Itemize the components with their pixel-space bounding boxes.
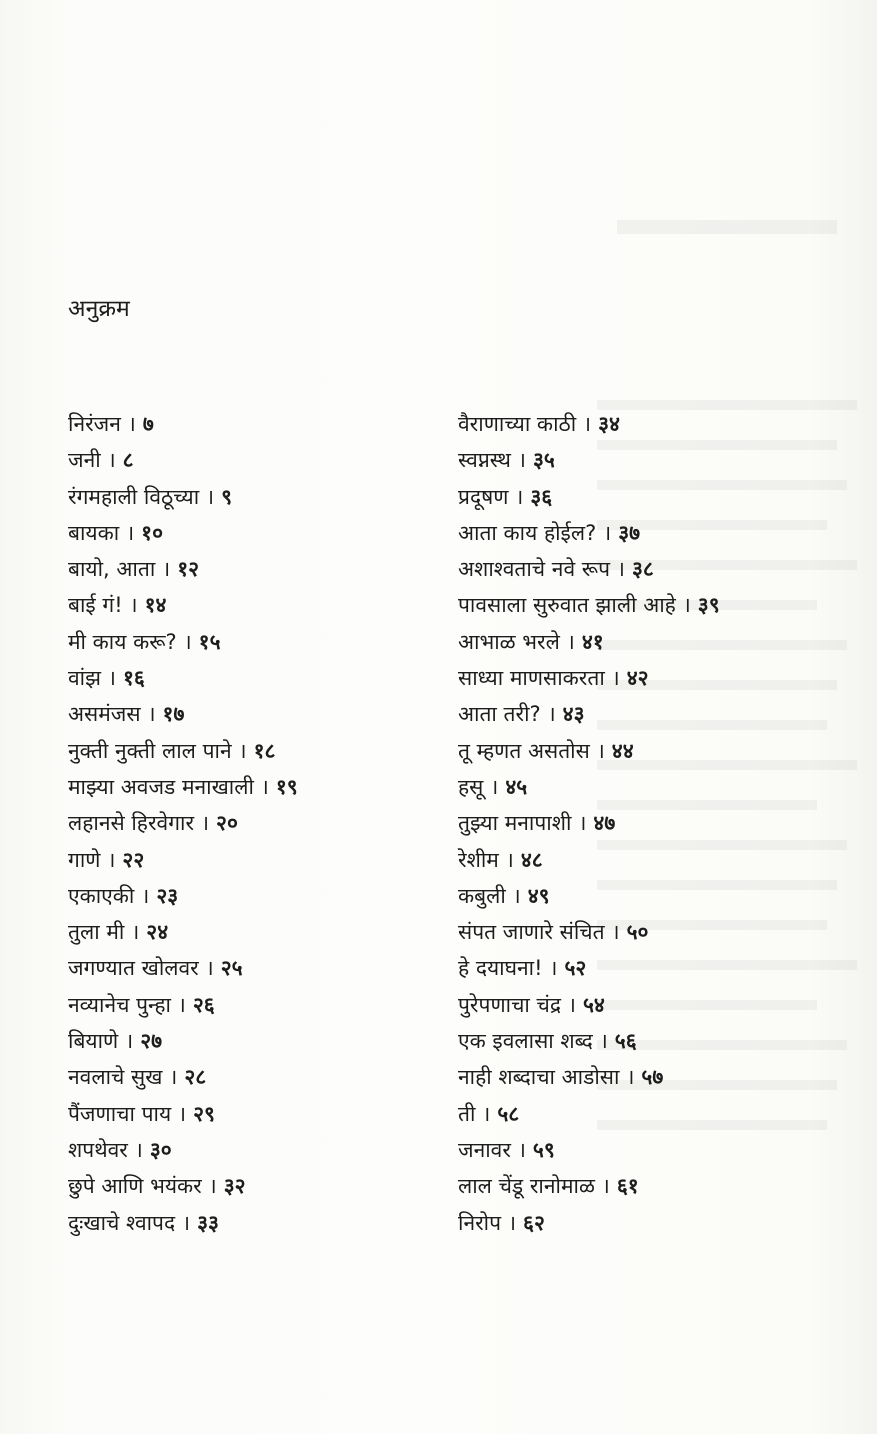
toc-entry-page: ८ xyxy=(122,448,134,473)
toc-entry-page: १७ xyxy=(162,702,185,727)
page-title: अनुक्रम xyxy=(68,296,130,322)
toc-entry xyxy=(68,587,448,623)
toc-entry-page: ४४ xyxy=(611,738,634,763)
toc-separator: । xyxy=(107,847,116,872)
toc-entry-title: स्वप्नस्थ xyxy=(458,448,511,473)
toc-separator: । xyxy=(611,920,620,945)
toc-entry xyxy=(68,1023,448,1059)
toc-entry xyxy=(68,878,448,914)
toc-entry xyxy=(458,733,838,769)
toc-entry-title: दुःखाचे श्वापद xyxy=(68,1210,176,1235)
toc-entry xyxy=(458,515,838,551)
toc-separator: । xyxy=(566,629,575,654)
toc-separator: । xyxy=(182,1210,191,1235)
toc-separator: । xyxy=(603,520,612,545)
toc-entry-title: पावसाला सुरुवात झाली आहे xyxy=(458,593,676,618)
toc-entry-title: तुला मी xyxy=(68,920,125,945)
toc-entry-title: कबुली xyxy=(458,883,506,908)
toc-entry xyxy=(68,1059,448,1095)
toc-entry-title: शपथेवर xyxy=(68,1137,128,1162)
toc-separator: । xyxy=(260,774,269,799)
toc-separator: । xyxy=(141,883,150,908)
toc-entry xyxy=(458,1059,838,1095)
toc-separator: । xyxy=(147,702,156,727)
toc-entry xyxy=(68,769,448,805)
toc-entry-page: ४९ xyxy=(527,883,550,908)
toc-separator: । xyxy=(127,412,136,436)
toc-separator: । xyxy=(599,1029,608,1054)
toc-separator: । xyxy=(682,593,691,618)
toc-entry xyxy=(458,479,838,515)
toc-separator: । xyxy=(583,412,592,436)
toc-entry-page: ४८ xyxy=(520,847,543,872)
toc-entry-page: ४७ xyxy=(593,811,616,836)
toc-entry-page: ४५ xyxy=(505,774,528,799)
toc-entry-title: नुक्ती नुक्ती लाल पाने xyxy=(68,738,232,763)
toc-entry-page: ७ xyxy=(142,412,154,436)
toc-entry xyxy=(458,1023,838,1059)
toc-entry xyxy=(68,515,448,551)
toc-entry-title: प्रदूषण xyxy=(458,484,509,509)
toc-entry-title: तू म्हणत असतोस xyxy=(458,738,590,763)
toc-separator: । xyxy=(508,1210,517,1235)
toc-entry-title: आता काय होईल? xyxy=(458,520,597,545)
toc-entry-title: बायका xyxy=(68,520,120,545)
toc-entry-title: निरंजन xyxy=(68,412,121,436)
toc-entry-page: ४२ xyxy=(626,666,649,691)
toc-entry xyxy=(68,624,448,660)
toc-entry xyxy=(458,1205,838,1241)
toc-entry-title: जगण्यात खोलवर xyxy=(68,956,199,981)
toc-entry-page: ५७ xyxy=(641,1065,664,1090)
toc-entry xyxy=(458,1096,838,1132)
toc-separator: । xyxy=(505,847,514,872)
toc-entry xyxy=(68,1096,448,1132)
toc-entry xyxy=(68,660,448,696)
toc-entry-title: आता तरी? xyxy=(458,702,541,727)
toc-right-column xyxy=(458,406,838,1241)
toc-entry-page: १० xyxy=(141,520,163,545)
toc-separator: । xyxy=(201,811,210,836)
toc-separator: । xyxy=(134,1137,143,1162)
toc-entry-page: ५९ xyxy=(532,1137,555,1162)
toc-entry xyxy=(68,696,448,732)
toc-entry xyxy=(458,1132,838,1168)
toc-entry xyxy=(458,551,838,587)
toc-separator: । xyxy=(183,629,192,654)
toc-entry xyxy=(68,406,448,442)
toc-entry-title: जनी xyxy=(68,448,101,473)
toc-entry-page: ३२ xyxy=(223,1174,246,1199)
toc-separator: । xyxy=(126,520,135,545)
toc-entry xyxy=(458,1168,838,1204)
toc-entry-title: वैराणाच्या काठी xyxy=(458,412,577,436)
toc-entry xyxy=(68,733,448,769)
toc-entry xyxy=(68,551,448,587)
toc-separator: । xyxy=(108,666,116,691)
toc-entry xyxy=(458,805,838,841)
toc-entry-title: नव्यानेच पुन्हा xyxy=(68,992,171,1017)
toc-entry-page: ३६ xyxy=(530,484,553,509)
toc-entry-title: मी काय करू? xyxy=(68,629,177,654)
toc-separator: । xyxy=(129,593,138,618)
toc-entry-page: १२ xyxy=(177,557,200,582)
toc-entry-page: ३७ xyxy=(618,520,641,545)
toc-entry-page: १८ xyxy=(253,738,276,763)
toc-separator: । xyxy=(238,738,247,763)
toc-entry xyxy=(458,442,838,478)
toc-separator: । xyxy=(547,702,556,727)
toc-entry xyxy=(68,442,448,478)
toc-entry xyxy=(68,805,448,841)
toc-entry-title: आभाळ भरले xyxy=(458,629,560,654)
toc-entry xyxy=(458,587,838,623)
toc-entry-page: ३० xyxy=(149,1137,172,1162)
toc-entry-page: १९ xyxy=(275,774,298,799)
toc-separator: । xyxy=(125,1029,134,1054)
toc-entry-title: नवलाचे सुख xyxy=(68,1065,163,1090)
toc-entry-title: लहानसे हिरवेगार xyxy=(68,811,195,836)
toc-entry-page: ५० xyxy=(626,920,649,945)
toc-entry xyxy=(458,624,838,660)
toc-entry-page: ६२ xyxy=(523,1210,545,1235)
toc-separator: । xyxy=(611,666,620,691)
toc-entry xyxy=(68,950,448,986)
toc-entry xyxy=(68,1205,448,1241)
toc-entry xyxy=(68,479,448,515)
toc-entry-title: गाणे xyxy=(68,847,101,872)
toc-entry-page: ५८ xyxy=(497,1101,520,1126)
toc-separator: । xyxy=(512,883,521,908)
toc-entry-page: ३५ xyxy=(532,448,555,473)
toc-separator: । xyxy=(206,484,215,509)
toc-entry xyxy=(68,1132,448,1168)
toc-entry-title: बायो, आता xyxy=(68,557,156,582)
toc-entry xyxy=(458,842,838,878)
toc-entry xyxy=(458,769,838,805)
toc-separator: । xyxy=(177,992,186,1017)
toc-separator: । xyxy=(162,557,171,582)
toc-entry xyxy=(458,950,838,986)
toc-entry-title: साध्या माणसाकरता xyxy=(458,666,605,691)
toc-separator: । xyxy=(626,1065,635,1090)
toc-entry-page: ५२ xyxy=(564,956,587,981)
toc-entry-title: रेशीम xyxy=(458,847,499,872)
toc-entry-page: २६ xyxy=(192,992,215,1017)
toc-entry-title: असमंजस xyxy=(68,702,141,727)
toc-separator: । xyxy=(517,1137,526,1162)
toc-entry-title: जनावर xyxy=(458,1137,511,1162)
toc-separator: । xyxy=(205,956,214,981)
toc-entry-page: ५४ xyxy=(582,992,605,1017)
toc-entry xyxy=(68,987,448,1023)
toc-entry xyxy=(458,660,838,696)
toc-entry-title: नाही शब्दाचा आडोसा xyxy=(458,1065,620,1090)
toc-entry-page: ३८ xyxy=(632,557,654,582)
toc-entry-page: २४ xyxy=(146,920,169,945)
toc-entry-title: निरोप xyxy=(458,1210,502,1235)
toc-entry-title: माझ्या अवजड मनाखाली xyxy=(68,774,254,799)
toc-entry-title: वांझ xyxy=(68,666,101,691)
toc-entry-page: ३९ xyxy=(697,593,720,618)
toc-separator: । xyxy=(568,992,576,1017)
toc-entry-page: २७ xyxy=(140,1029,163,1054)
toc-entry-title: ती xyxy=(458,1101,476,1126)
toc-entry-page: ५६ xyxy=(614,1029,637,1054)
toc-entry-title: एकाएकी xyxy=(68,883,135,908)
toc-separator: । xyxy=(208,1174,217,1199)
toc-entry-title: लाल चेंडू रानोमाळ xyxy=(458,1174,595,1199)
toc-entry-title: रंगमहाली विठूच्या xyxy=(68,484,200,509)
toc-entry-page: ९ xyxy=(221,484,233,509)
toc-entry xyxy=(458,696,838,732)
toc-entry-page: १४ xyxy=(144,593,167,618)
toc-separator: । xyxy=(178,1101,187,1126)
toc-entry-title: बाई गं! xyxy=(68,593,123,618)
toc-separator: । xyxy=(578,811,587,836)
toc-separator: । xyxy=(515,484,524,509)
toc-separator: । xyxy=(482,1101,491,1126)
toc-entry xyxy=(68,1168,448,1204)
toc-entry-page: २९ xyxy=(193,1101,215,1126)
toc-entry-title: छुपे आणि भयंकर xyxy=(68,1174,202,1199)
toc-entry-page: ३४ xyxy=(598,412,620,436)
toc-entry-title: बियाणे xyxy=(68,1029,119,1054)
toc-entry-page: १६ xyxy=(122,666,145,691)
toc-entry xyxy=(68,842,448,878)
toc-entry-page: ४३ xyxy=(562,702,585,727)
toc-entry-title: संपत जाणारे संचित xyxy=(458,920,605,945)
toc-entry-title: पुरेपणाचा चंद्र xyxy=(458,992,562,1017)
toc-entry-page: २२ xyxy=(122,847,145,872)
toc-entry-page: ३३ xyxy=(197,1210,219,1235)
toc-entry xyxy=(458,878,838,914)
toc-entry-page: १५ xyxy=(198,629,221,654)
toc-entry-title: तुझ्या मनापाशी xyxy=(458,811,572,836)
toc-entry-page: ६१ xyxy=(616,1174,639,1199)
toc-entry-title: पैंजणाचा पाय xyxy=(68,1101,172,1126)
toc-entry-page: २३ xyxy=(156,883,179,908)
toc-entry xyxy=(458,914,838,950)
toc-entry-title: हे दयाघना! xyxy=(458,956,543,981)
toc-separator: । xyxy=(517,448,526,473)
toc-entry xyxy=(68,914,448,950)
toc-left-column xyxy=(68,406,448,1241)
toc-entry xyxy=(458,406,838,442)
toc-entry-page: २८ xyxy=(184,1065,207,1090)
toc-separator: । xyxy=(169,1065,178,1090)
toc-entry-page: २५ xyxy=(220,956,243,981)
toc-entry-title: एक इवलासा शब्द xyxy=(458,1029,593,1054)
toc-separator: । xyxy=(601,1174,610,1199)
toc-entry-page: २० xyxy=(216,811,238,836)
toc-separator: । xyxy=(490,774,499,799)
toc-separator: । xyxy=(131,920,140,945)
toc-entry-page: ४१ xyxy=(581,629,604,654)
toc-separator: । xyxy=(596,738,605,763)
toc-entry xyxy=(458,987,838,1023)
toc-entry-title: अशाश्वताचे नवे रूप xyxy=(458,557,611,582)
toc-separator: । xyxy=(549,956,558,981)
toc-entry-title: हसू xyxy=(458,774,484,799)
toc-separator: । xyxy=(107,448,116,473)
toc-separator: । xyxy=(617,557,626,582)
